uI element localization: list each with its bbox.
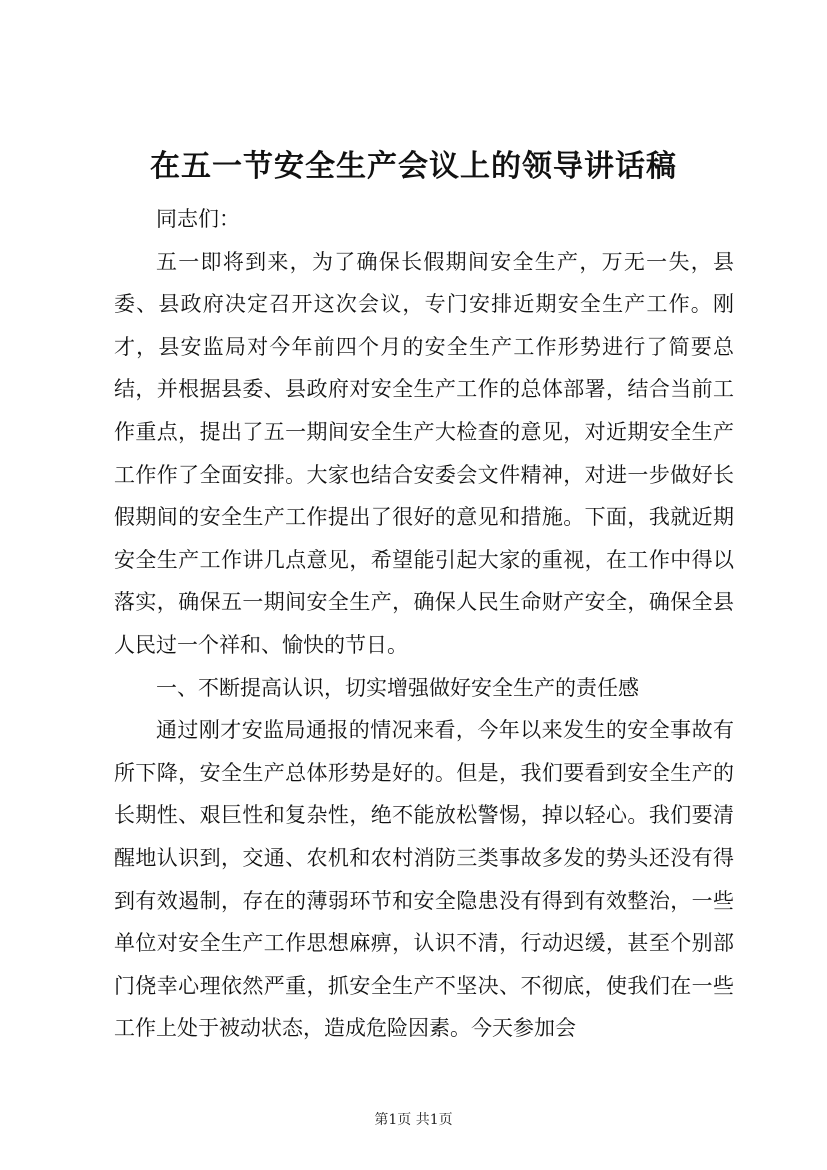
paragraph: 通过刚才安监局通报的情况来看，今年以来发生的安全事故有所下降，安全生产总体形势是好的。但是，我们要看到安全生产的长期性、艰巨性和复杂性，绝不能放松警惕，掉以轻心。我们要清醒地认识到，交通、农机和农村消防三类事故多发的势头还没有得到有效遏制，存在的薄弱环节和安全隐患没有得到有效整治，一些单位对安全生产工作思想麻痹，认识不清，行动迟缓，甚至个别部门侥幸心理依然严重，抓安全生产不坚决、不彻底，使我们在一些工作上处于被动状态，造成危险因素。今天参加会 (114, 718, 734, 1041)
page-footer: 第1页 共1页 (374, 1112, 453, 1128)
salutation: 同志们： (156, 207, 240, 231)
paragraph: 五一即将到来，为了确保长假期间安全生产，万无一失，县委、县政府决定召开这次会议，专门安排近期安全生产工作。刚才，县安监局对今年前四个月的安全生产工作形势进行了简要总结，并根据县委、县政府对安全生产工作的总体部署，结合当前工作重点，提出了五一期间安全生产大检查的意见，对近期安全生产工作作了全面安排。大家也结合安委会文件精神，对进一步做好长假期间的安全生产工作提出了很好的意见和措施。下面，我就近期安全生产工作讲几点意见，希望能引起大家的重视，在工作中得以落实，确保五一期间安全生产，确保人民生命财产安全，确保全县人民过一个祥和、愉快的节日。 (114, 249, 734, 657)
document-title: 在五一节安全生产会议上的领导讲话稿 (150, 149, 677, 184)
section-heading: 一、不断提高认识，切实增强做好安全生产的责任感 (156, 675, 639, 700)
document-body (114, 198, 734, 1050)
